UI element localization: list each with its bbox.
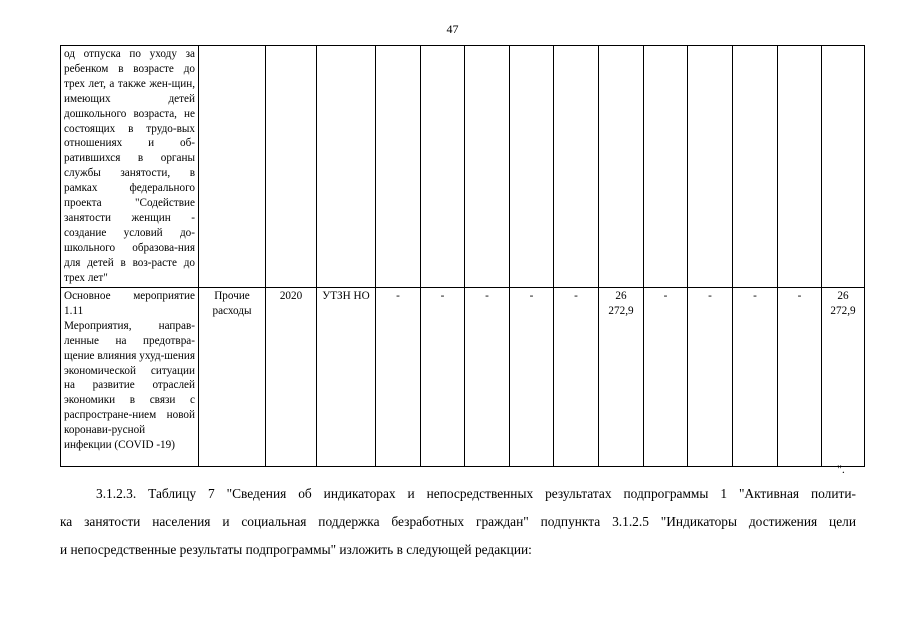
paragraph-line: ка занятости населения и социальная поддержка безработных граждан" подпункта 3.1.2.5 "Индикаторы достижения цели bbox=[60, 514, 856, 529]
value-cell bbox=[376, 46, 421, 288]
value-cell bbox=[510, 46, 554, 288]
value-cell: - bbox=[510, 288, 554, 467]
value-cell: - bbox=[554, 288, 599, 467]
total-cell bbox=[822, 46, 865, 288]
value-cell bbox=[421, 46, 465, 288]
value-cell bbox=[688, 46, 733, 288]
value-cell: - bbox=[465, 288, 510, 467]
value-cell: - bbox=[644, 288, 688, 467]
value-cell: - bbox=[733, 288, 778, 467]
value-cell bbox=[778, 46, 822, 288]
paragraph-line: 3.1.2.3. Таблицу 7 "Сведения об индикаторах и непосредственных результатах подпрограммы 1 "Активная полити- bbox=[96, 486, 856, 501]
executor-cell: УТЗН НО bbox=[317, 288, 376, 467]
table-row bbox=[61, 288, 865, 467]
page-number: 47 bbox=[446, 22, 459, 36]
total-cell: 26 272,9 bbox=[822, 288, 865, 467]
value-cell bbox=[599, 46, 644, 288]
year-cell bbox=[266, 46, 317, 288]
expense-type-cell bbox=[199, 46, 266, 288]
value-cell: - bbox=[778, 288, 822, 467]
closing-quote-mark: ". bbox=[837, 462, 845, 476]
value-cell: - bbox=[376, 288, 421, 467]
row-description: од отпуска по уходу за ребенком в возрасте до трех лет, а также жен-щин, имеющих детей дошкольного возраста, не состоящих в трудо-вых отношениях и об-ратившихся в органы службы занятости, в рамках федерального проекта "Содействие занятости женщин - создание условий до-школьного образова-ния для детей в воз-расте до трех лет" bbox=[61, 46, 199, 288]
executor-cell bbox=[317, 46, 376, 288]
value-cell: - bbox=[421, 288, 465, 467]
expenditure-table bbox=[60, 45, 865, 467]
body-paragraph bbox=[60, 480, 856, 564]
value-cell bbox=[554, 46, 599, 288]
expense-type-cell: Прочие расходы bbox=[199, 288, 266, 467]
value-cell bbox=[465, 46, 510, 288]
value-cell: 26 272,9 bbox=[599, 288, 644, 467]
year-cell: 2020 bbox=[266, 288, 317, 467]
value-cell bbox=[644, 46, 688, 288]
paragraph-line: и непосредственные результаты подпрограммы" изложить в следующей редакции: bbox=[60, 542, 532, 557]
table-row bbox=[61, 46, 865, 288]
row-description: Основное мероприятие 1.11 Мероприятия, направ-ленные на предотвра-щение влияния ухуд-шения экономической ситуации на развитие отраслей экономики в связи с распростране-нием новой коронави-русной инфекции (COVID -19) bbox=[61, 288, 199, 467]
value-cell: - bbox=[688, 288, 733, 467]
value-cell bbox=[733, 46, 778, 288]
